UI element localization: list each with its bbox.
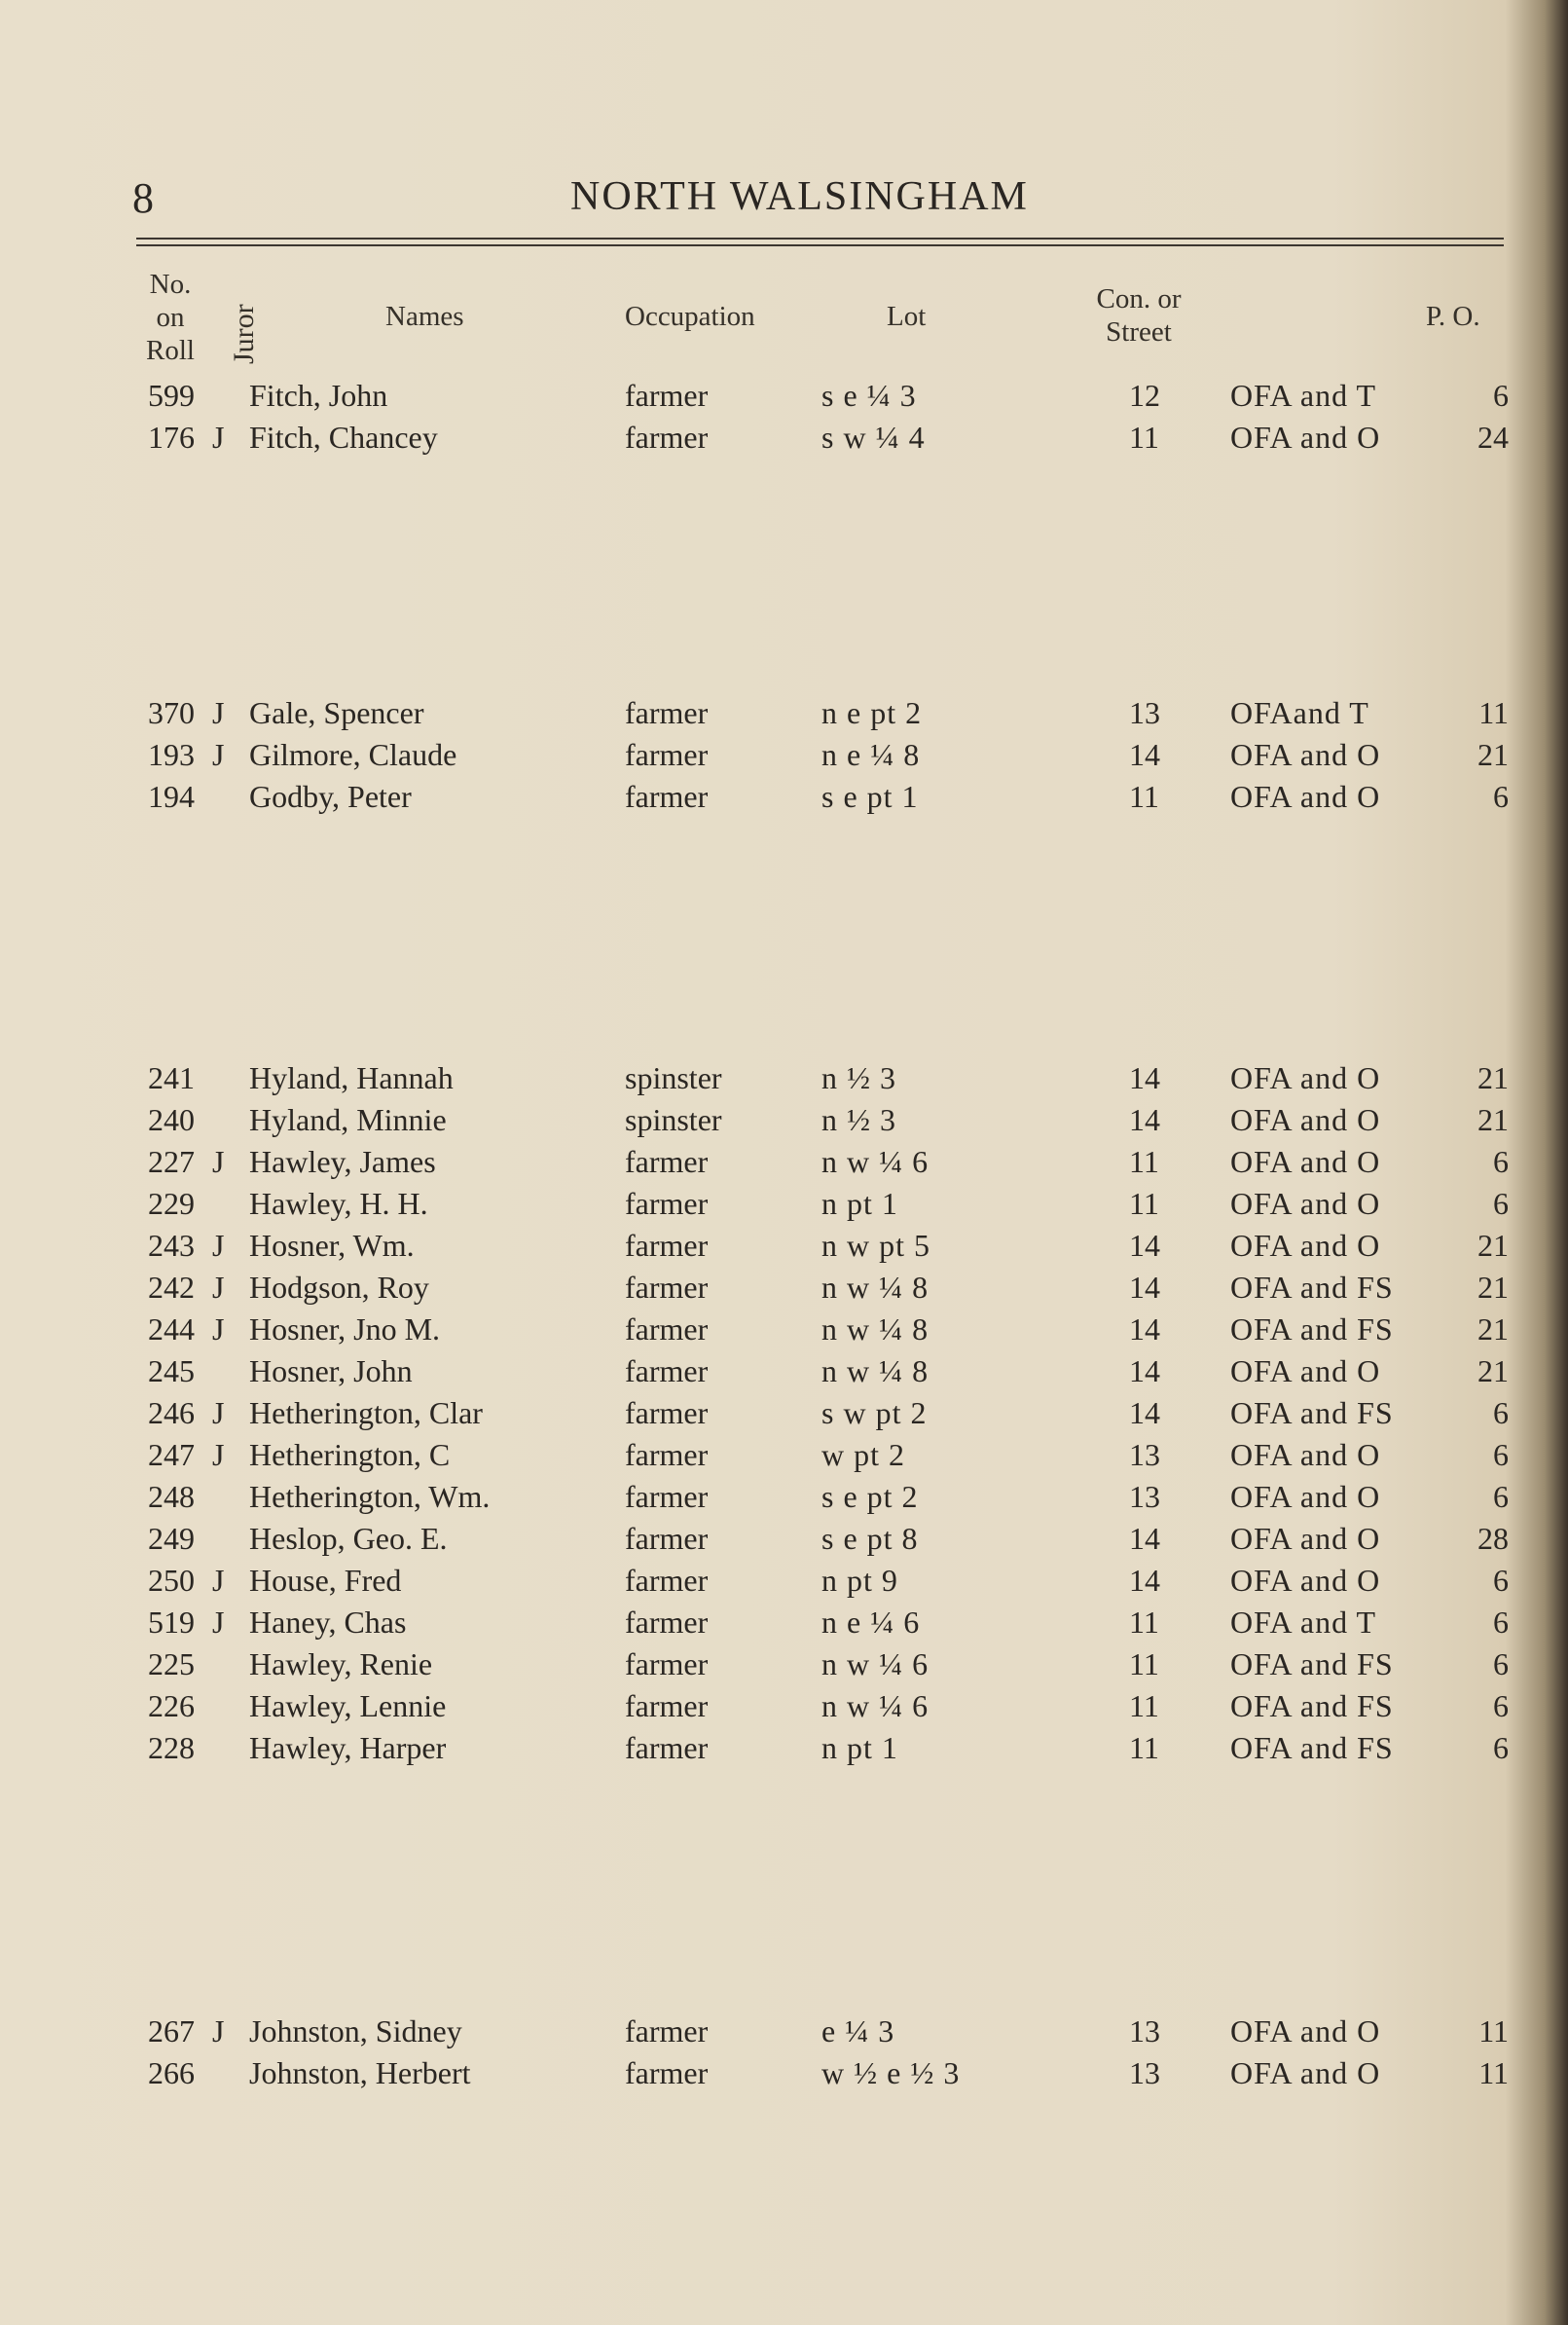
lot: n pt 1	[821, 1730, 898, 1765]
lot: n w ¼ 8	[821, 1353, 930, 1388]
table-row	[0, 1353, 1568, 1392]
lot: n pt 9	[821, 1563, 898, 1598]
roll-number: 519	[148, 1605, 195, 1640]
person-name: Hawley, H. H.	[249, 1186, 428, 1221]
lot: n ½ 3	[821, 1060, 896, 1095]
person-name: Hosner, Wm.	[249, 1228, 415, 1263]
header-rule-bottom	[136, 244, 1504, 246]
column-header-juror	[228, 304, 261, 364]
lot: s e ¼ 3	[821, 378, 917, 413]
concession: 11	[1129, 1646, 1159, 1681]
roll-number: 229	[148, 1186, 195, 1221]
person-name: Godby, Peter	[249, 779, 412, 814]
header-rule-top	[136, 238, 1504, 240]
lot: n e ¼ 6	[821, 1605, 921, 1640]
post-office: 6	[1493, 1437, 1509, 1472]
category: OFA and O	[1230, 420, 1381, 455]
lot: n w ¼ 6	[821, 1144, 930, 1179]
lot: s e pt 8	[821, 1521, 919, 1556]
person-name: Gale, Spencer	[249, 695, 424, 730]
concession: 14	[1129, 737, 1160, 772]
occupation: farmer	[625, 1437, 709, 1472]
juror-mark: J	[212, 420, 225, 455]
concession: 11	[1129, 779, 1159, 814]
occupation: farmer	[625, 1605, 709, 1640]
person-name: Hosner, John	[249, 1353, 413, 1388]
lot: n w ¼ 8	[821, 1311, 930, 1347]
lot: s e pt 1	[821, 779, 919, 814]
category: OFA and O	[1230, 1228, 1381, 1263]
table-row	[0, 1144, 1568, 1183]
person-name: Haney, Chas	[249, 1605, 407, 1640]
occupation: farmer	[625, 1228, 709, 1263]
concession: 13	[1129, 2055, 1160, 2090]
column-header-lot: Lot	[887, 301, 927, 332]
roll-number: 249	[148, 1521, 195, 1556]
table-row	[0, 1479, 1568, 1518]
post-office: 6	[1493, 1730, 1509, 1765]
concession: 13	[1129, 1479, 1160, 1514]
post-office: 21	[1477, 1270, 1509, 1305]
post-office: 28	[1477, 1521, 1509, 1556]
occupation: farmer	[625, 1563, 709, 1598]
column-header-no-on-roll-text: No. on Roll	[146, 269, 195, 366]
occupation: farmer	[625, 1144, 709, 1179]
category: OFA and FS	[1230, 1311, 1394, 1347]
lot: w ½ e ½ 3	[821, 2055, 961, 2090]
table-row	[0, 420, 1568, 459]
category: OFA and O	[1230, 2013, 1381, 2048]
post-office: 6	[1493, 1479, 1509, 1514]
post-office: 6	[1493, 1563, 1509, 1598]
occupation: spinster	[625, 1102, 722, 1137]
column-header-po: P. O.	[1426, 301, 1480, 332]
roll-number: 226	[148, 1688, 195, 1723]
roll-number: 243	[148, 1228, 195, 1263]
occupation: farmer	[625, 1688, 709, 1723]
post-office: 6	[1493, 1186, 1509, 1221]
concession: 14	[1129, 1228, 1160, 1263]
concession: 14	[1129, 1353, 1160, 1388]
post-office: 11	[1478, 2013, 1509, 2048]
person-name: Johnston, Sidney	[249, 2013, 462, 2048]
person-name: House, Fred	[249, 1563, 402, 1598]
occupation: farmer	[625, 1353, 709, 1388]
lot: n e pt 2	[821, 695, 923, 730]
occupation: farmer	[625, 737, 709, 772]
category: OFA and FS	[1230, 1730, 1394, 1765]
occupation: farmer	[625, 378, 709, 413]
post-office: 6	[1493, 1144, 1509, 1179]
roll-number: 246	[148, 1395, 195, 1430]
table-row	[0, 2013, 1568, 2052]
person-name: Johnston, Herbert	[249, 2055, 471, 2090]
column-header-occupation: Occupation	[625, 301, 755, 332]
category: OFA and O	[1230, 1563, 1381, 1598]
occupation: farmer	[625, 779, 709, 814]
person-name: Hawley, Renie	[249, 1646, 433, 1681]
table-row	[0, 1605, 1568, 1643]
lot: n w ¼ 6	[821, 1688, 930, 1723]
juror-mark: J	[212, 1563, 225, 1598]
juror-mark: J	[212, 1228, 225, 1263]
roll-number: 176	[148, 420, 195, 455]
person-name: Hawley, Lennie	[249, 1688, 447, 1723]
page-number: 8	[132, 174, 154, 222]
category: OFA and O	[1230, 1521, 1381, 1556]
table-row	[0, 1521, 1568, 1560]
occupation: farmer	[625, 420, 709, 455]
juror-mark: J	[212, 695, 225, 730]
occupation: farmer	[625, 1270, 709, 1305]
table-row	[0, 1646, 1568, 1685]
post-office: 6	[1493, 378, 1509, 413]
post-office: 11	[1478, 695, 1509, 730]
lot: n e ¼ 8	[821, 737, 921, 772]
juror-mark: J	[212, 737, 225, 772]
table-row	[0, 1437, 1568, 1476]
category: OFA and O	[1230, 1353, 1381, 1388]
post-office: 21	[1477, 1060, 1509, 1095]
lot: e ¼ 3	[821, 2013, 895, 2048]
person-name: Hosner, Jno M.	[249, 1311, 441, 1347]
person-name: Hetherington, Wm.	[249, 1479, 491, 1514]
category: OFA and FS	[1230, 1688, 1394, 1723]
post-office: 6	[1493, 779, 1509, 814]
roll-number: 194	[148, 779, 195, 814]
roll-number: 240	[148, 1102, 195, 1137]
concession: 14	[1129, 1102, 1160, 1137]
category: OFA and O	[1230, 737, 1381, 772]
category: OFA and T	[1230, 378, 1377, 413]
juror-mark: J	[212, 1437, 225, 1472]
juror-mark: J	[212, 2013, 225, 2048]
category: OFA and FS	[1230, 1395, 1394, 1430]
table-row	[0, 1730, 1568, 1769]
category: OFA and O	[1230, 1186, 1381, 1221]
table-row	[0, 1563, 1568, 1602]
concession: 11	[1129, 1186, 1159, 1221]
roll-number: 599	[148, 378, 195, 413]
post-office: 11	[1478, 2055, 1509, 2090]
post-office: 6	[1493, 1605, 1509, 1640]
concession: 14	[1129, 1060, 1160, 1095]
roll-number: 248	[148, 1479, 195, 1514]
category: OFA and O	[1230, 1102, 1381, 1137]
category: OFA and O	[1230, 1060, 1381, 1095]
roll-number: 247	[148, 1437, 195, 1472]
post-office: 21	[1477, 737, 1509, 772]
lot: s w ¼ 4	[821, 420, 926, 455]
juror-mark: J	[212, 1144, 225, 1179]
roll-number: 241	[148, 1060, 195, 1095]
column-header-no-on-roll	[136, 268, 204, 367]
concession: 14	[1129, 1521, 1160, 1556]
table-row	[0, 1395, 1568, 1434]
roll-number: 193	[148, 737, 195, 772]
concession: 11	[1129, 1605, 1159, 1640]
table-row	[0, 378, 1568, 417]
column-header-juror-text: Juror	[228, 304, 260, 364]
category: OFA and O	[1230, 1144, 1381, 1179]
post-office: 6	[1493, 1646, 1509, 1681]
lot: s e pt 2	[821, 1479, 919, 1514]
person-name: Hawley, James	[249, 1144, 436, 1179]
occupation: farmer	[625, 2013, 709, 2048]
juror-mark: J	[212, 1605, 225, 1640]
lot: n w ¼ 8	[821, 1270, 930, 1305]
category: OFA and O	[1230, 1479, 1381, 1514]
table-row	[0, 1311, 1568, 1350]
category: OFAand T	[1230, 695, 1369, 730]
roll-number: 227	[148, 1144, 195, 1179]
occupation: farmer	[625, 1395, 709, 1430]
table-row	[0, 1102, 1568, 1141]
occupation: farmer	[625, 1730, 709, 1765]
concession: 14	[1129, 1395, 1160, 1430]
roll-number: 250	[148, 1563, 195, 1598]
person-name: Hyland, Hannah	[249, 1060, 454, 1095]
person-name: Hodgson, Roy	[249, 1270, 429, 1305]
category: OFA and FS	[1230, 1270, 1394, 1305]
category: OFA and T	[1230, 1605, 1377, 1640]
table-row	[0, 1186, 1568, 1225]
roll-number: 225	[148, 1646, 195, 1681]
concession: 11	[1129, 1688, 1159, 1723]
occupation: spinster	[625, 1060, 722, 1095]
occupation: farmer	[625, 1479, 709, 1514]
lot: n w ¼ 6	[821, 1646, 930, 1681]
lot: n pt 1	[821, 1186, 898, 1221]
table-row	[0, 737, 1568, 776]
person-name: Gilmore, Claude	[249, 737, 457, 772]
roll-number: 245	[148, 1353, 195, 1388]
table-row	[0, 1228, 1568, 1267]
concession: 12	[1129, 378, 1160, 413]
roll-number: 370	[148, 695, 195, 730]
category: OFA and O	[1230, 2055, 1381, 2090]
concession: 14	[1129, 1563, 1160, 1598]
occupation: farmer	[625, 1646, 709, 1681]
roll-number: 242	[148, 1270, 195, 1305]
category: OFA and O	[1230, 1437, 1381, 1472]
concession: 11	[1129, 420, 1159, 455]
occupation: farmer	[625, 1186, 709, 1221]
roll-number: 266	[148, 2055, 195, 2090]
lot: s w pt 2	[821, 1395, 928, 1430]
concession: 11	[1129, 1144, 1159, 1179]
post-office: 6	[1493, 1688, 1509, 1723]
juror-mark: J	[212, 1311, 225, 1347]
lot: w pt 2	[821, 1437, 905, 1472]
person-name: Hawley, Harper	[249, 1730, 447, 1765]
person-name: Hetherington, C	[249, 1437, 451, 1472]
column-header-names: Names	[385, 301, 464, 332]
post-office: 24	[1477, 420, 1509, 455]
roll-number: 228	[148, 1730, 195, 1765]
concession: 13	[1129, 695, 1160, 730]
lot: n ½ 3	[821, 1102, 896, 1137]
occupation: farmer	[625, 1521, 709, 1556]
person-name: Fitch, John	[249, 378, 388, 413]
occupation: farmer	[625, 2055, 709, 2090]
table-row	[0, 779, 1568, 818]
table-row	[0, 1688, 1568, 1727]
juror-mark: J	[212, 1270, 225, 1305]
concession: 11	[1129, 1730, 1159, 1765]
person-name: Hetherington, Clar	[249, 1395, 483, 1430]
category: OFA and FS	[1230, 1646, 1394, 1681]
roll-number: 244	[148, 1311, 195, 1347]
table-row	[0, 2055, 1568, 2094]
occupation: farmer	[625, 1311, 709, 1347]
column-header-con-or-street: Con. or Street	[1096, 283, 1182, 348]
concession: 13	[1129, 2013, 1160, 2048]
juror-mark: J	[212, 1395, 225, 1430]
concession: 14	[1129, 1270, 1160, 1305]
roll-number: 267	[148, 2013, 195, 2048]
person-name: Hyland, Minnie	[249, 1102, 447, 1137]
category: OFA and O	[1230, 779, 1381, 814]
page-title: NORTH WALSINGHAM	[570, 174, 1029, 219]
lot: n w pt 5	[821, 1228, 930, 1263]
post-office: 6	[1493, 1395, 1509, 1430]
table-row	[0, 1270, 1568, 1309]
person-name: Heslop, Geo. E.	[249, 1521, 448, 1556]
post-office: 21	[1477, 1228, 1509, 1263]
concession: 13	[1129, 1437, 1160, 1472]
post-office: 21	[1477, 1353, 1509, 1388]
person-name: Fitch, Chancey	[249, 420, 438, 455]
post-office: 21	[1477, 1311, 1509, 1347]
concession: 14	[1129, 1311, 1160, 1347]
table-row	[0, 1060, 1568, 1099]
table-row	[0, 695, 1568, 734]
occupation: farmer	[625, 695, 709, 730]
post-office: 21	[1477, 1102, 1509, 1137]
